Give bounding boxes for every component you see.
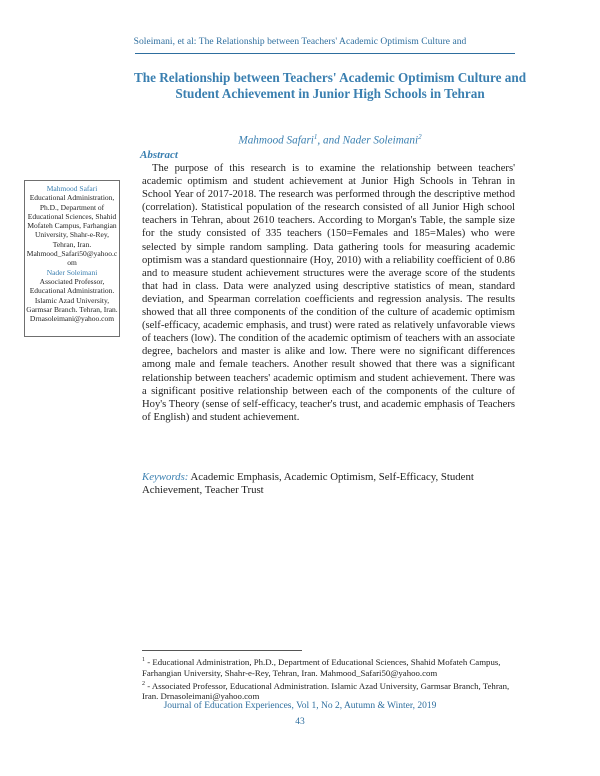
author-2-name: Nader Soleimani xyxy=(342,134,419,147)
keywords xyxy=(142,471,515,498)
footnote-2-text: - Associated Professor, Educational Administration. Islamic Azad University, Garmsar Branch, Tehran, Iran. Drnasoleimani@yahoo.com xyxy=(142,680,510,702)
header-rule xyxy=(135,53,515,54)
sidebar-author-1-affiliation: Educational Administration, Ph.D., Department of Educational Sciences, Shahid Mofateh Campus, Farhangian University, Shahr-e-Rey, Tehran, Iran. Mahmood_Safari50@yahoo.com xyxy=(26,193,118,268)
author-2-footnote-mark[interactable]: 2 xyxy=(418,133,422,141)
abstract-heading: Abstract xyxy=(140,149,178,161)
author-1-footnote-mark[interactable]: 1 xyxy=(313,133,318,141)
footnote-1-text: - Educational Administration, Ph.D., Department of Educational Sciences, Shahid Mofateh Campus, Farhangian University, Shahr-e-Rey, Tehran, Iran. Mahmood_Safari50@yahoo.com xyxy=(142,656,501,678)
author-separator: , and xyxy=(317,134,343,147)
sidebar-author-2-name: Nader Soleimani xyxy=(46,267,98,277)
sidebar-author-2-affiliation: Associated Professor, Educational Administration. Islamic Azad University, Garmsar Branch. Tehran, Iran. Drnasoleimani@yahoo.com xyxy=(26,276,118,324)
keywords-label: Keywords: xyxy=(142,471,189,483)
sidebar-author-1-name: Mahmood Safari xyxy=(46,184,98,193)
abstract-body: The purpose of this research is to examine the relationship between teachers' academic optimism and student achievement at Junior High Schools in Tehran in School Year of 2017-2018. The research was performed through the descriptive method (correlation). Statistical population of the research consisted of all Junior High school teachers in Tehran, about 2610 teachers. According to Morgan's Table, the sample size for the study consisted of 335 teachers (150=Females and 185=Males) who were selected by simple random sampling. Data gathering tools for measuring academic optimism was a standard questionnaire (Hoy, 2010) with a reliability coefficient of 0.86 and to measure student achievement structures were the average score of the students that had in class. Data were analyzed using descriptive statistics of mean, standard deviation, and Spearman correlation coefficients and regression analysis. The results showed that all three components of the condition of the culture of academic optimism (self-efficacy, academic emphasis, and trust) were rated as relatively unfavorable views of teachers (low). The condition of the academic optimism of teachers with an associate degree, bachelors and master is alike and low. There were no significant differences among male and female teachers. Another result showed that there was a significant relationship between teachers' academic optimism and student achievement. There was a significant positive relationship between each of the components of the culture of Hoy's Theory (sense of self-efficacy, teacher's trust, and academic emphasis of Teachers of English) and student achievement. xyxy=(142,163,515,423)
running-header: Soleimani, et al: The Relationship between Teachers' Academic Optimism Culture and xyxy=(133,37,467,47)
keywords-list: Academic Emphasis, Academic Optimism, Self-Efficacy, Student Achievement, Teacher Trust xyxy=(142,471,474,497)
footnote-1-mark: 1 xyxy=(142,657,145,663)
journal-footer: Journal of Education Experiences, Vol 1, No 2, Autumn & Winter, 2019 xyxy=(163,701,437,711)
footnote-rule xyxy=(142,650,302,651)
author-line xyxy=(130,133,530,147)
author-1-name: Mahmood Safari xyxy=(238,134,314,147)
footnote-1 xyxy=(142,655,522,679)
footnotes xyxy=(142,655,522,702)
author-info-box xyxy=(24,180,120,337)
article-title: The Relationship between Teachers' Academic Optimism Culture and Student Achievement in Junior High Schools in Tehran xyxy=(133,70,527,101)
footnote-2 xyxy=(142,679,522,703)
page-number: 43 xyxy=(295,717,305,727)
footnote-2-mark: 2 xyxy=(142,680,145,687)
